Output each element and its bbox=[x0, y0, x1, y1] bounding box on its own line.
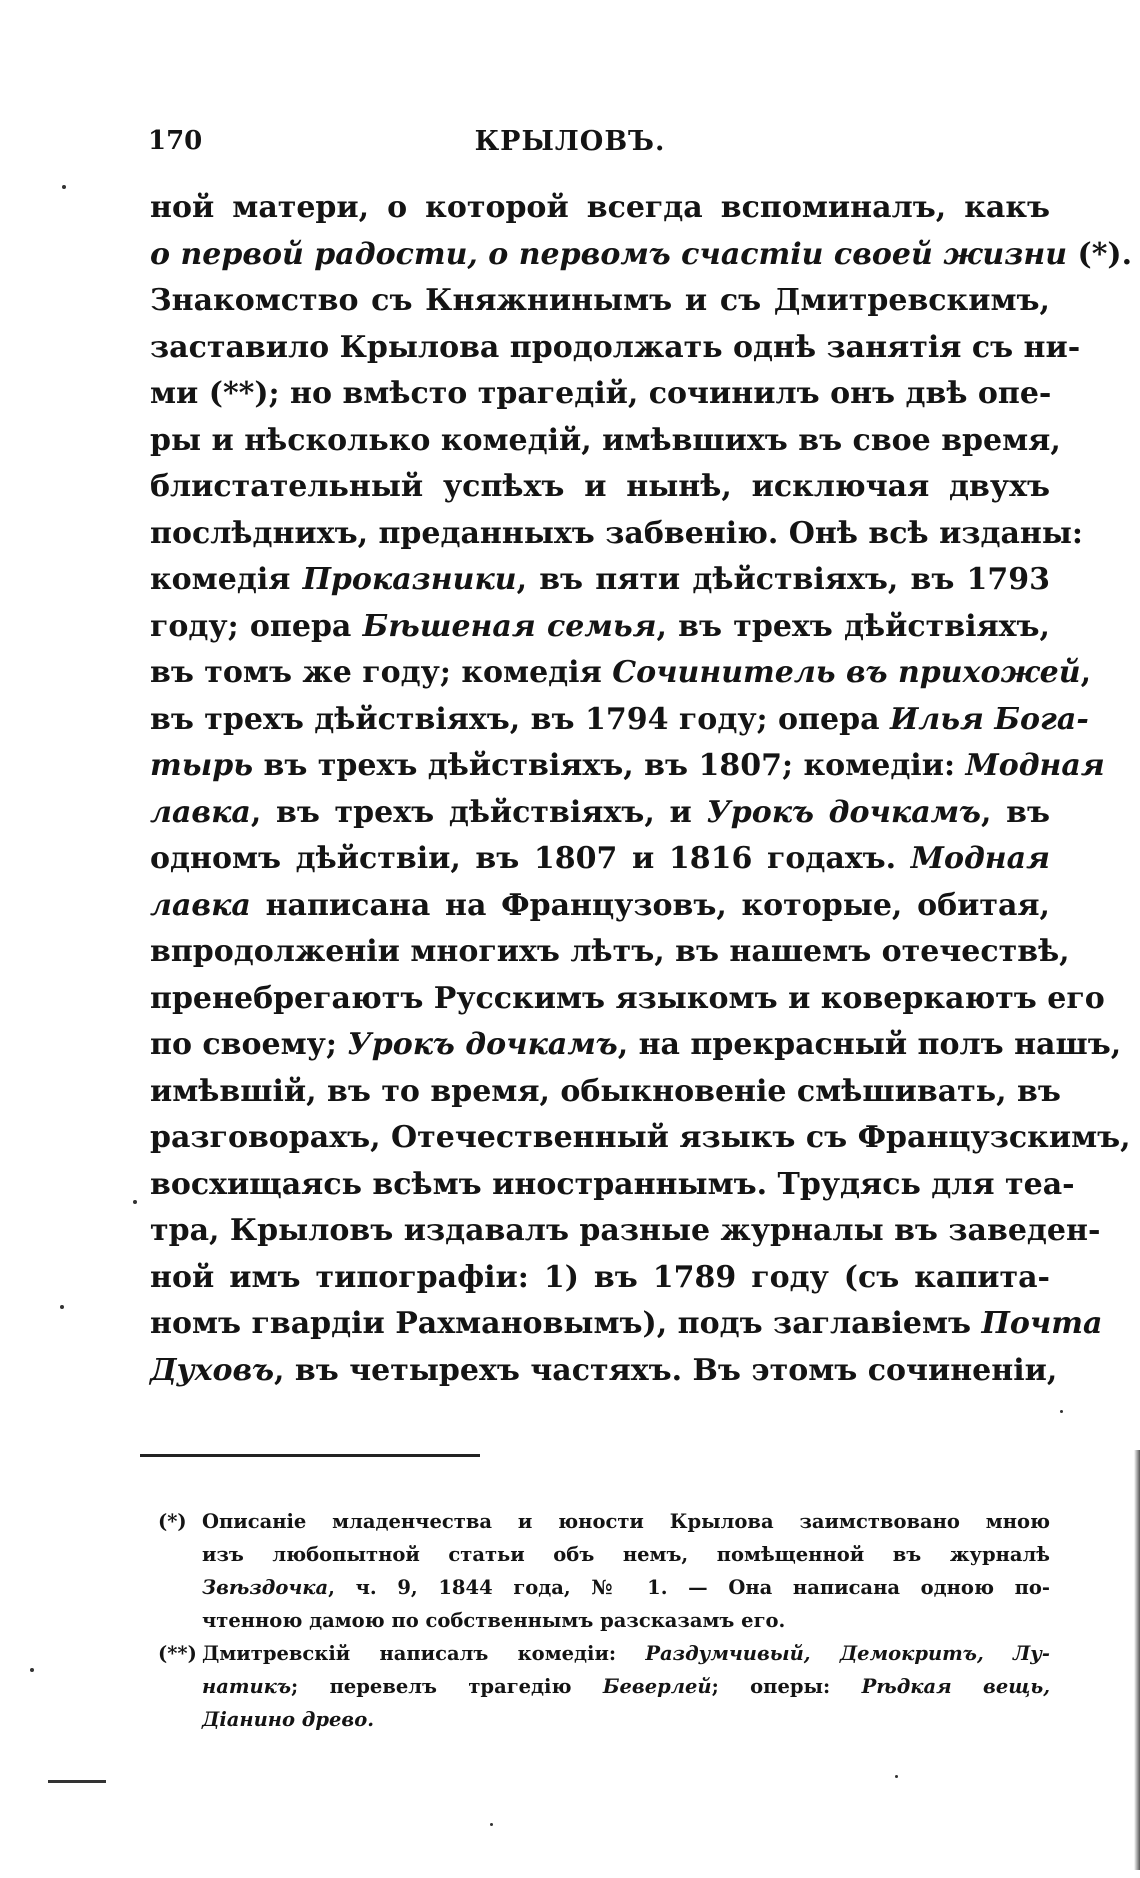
italic-text-run: Бѣшеная семья bbox=[362, 608, 657, 644]
text-run: по своему; bbox=[150, 1027, 348, 1062]
text-line bbox=[150, 697, 1089, 744]
print-speck bbox=[62, 185, 66, 189]
footnote-run: Описаніе младенчества и юности Крылова заимствовано мною bbox=[202, 1510, 1050, 1533]
footnote-line bbox=[158, 1505, 1050, 1538]
text-line bbox=[150, 1348, 1058, 1395]
footnote-line bbox=[158, 1538, 1050, 1571]
text-line bbox=[150, 929, 1070, 976]
text-line bbox=[150, 1301, 1103, 1348]
text-line bbox=[150, 185, 1050, 232]
text-run: пренебрегаютъ Русскимъ языкомъ и коверкаютъ его bbox=[150, 980, 1105, 1016]
text-run: , въ трехъ дѣйствіяхъ, bbox=[656, 608, 1050, 644]
text-line bbox=[150, 464, 1050, 511]
print-speck bbox=[60, 1305, 64, 1309]
text-run: году; опера bbox=[150, 608, 363, 644]
footnote-run: чтенною дамою по собственнымъ разсказамъ его. bbox=[202, 1609, 786, 1632]
footnote-line bbox=[158, 1604, 1050, 1637]
footnote-run: , ч. 9, 1844 года, № 1. — Она написана одною по- bbox=[328, 1576, 1050, 1599]
footnote-run: изъ любопытной статьи объ немъ, помѣщенной въ журналѣ bbox=[202, 1543, 1050, 1566]
text-run: ной имъ типографіи: 1) въ 1789 году (съ капита- bbox=[150, 1259, 1050, 1295]
text-run: Знакомство съ Княжнинымъ и съ Дмитревскимъ, bbox=[150, 283, 1050, 318]
footnote-line bbox=[158, 1670, 1050, 1703]
text-line bbox=[150, 232, 1133, 279]
print-speck bbox=[30, 1668, 34, 1672]
text-run: номъ гвардіи Рахмановымъ), подъ заглавіемъ bbox=[150, 1306, 982, 1341]
print-speck bbox=[490, 1823, 493, 1826]
text-run: блистательный успѣхъ и нынѣ, исключая двухъ bbox=[150, 469, 1050, 504]
footnote-run: ; перевелъ трагедію bbox=[291, 1675, 603, 1698]
text-run: ной матери, о которой всегда вспоминалъ, какъ bbox=[150, 190, 1050, 225]
text-line bbox=[150, 836, 1050, 883]
footnote-line bbox=[158, 1703, 1050, 1736]
text-run: , въ пяти дѣйствіяхъ, въ 1793 bbox=[516, 562, 1051, 597]
text-run: ры и нѣсколько комедій, имѣвшихъ въ свое время, bbox=[150, 422, 1061, 458]
italic-text-run: Почта bbox=[981, 1306, 1103, 1341]
italic-text-run: Духовъ bbox=[150, 1352, 275, 1388]
text-line bbox=[150, 976, 1105, 1023]
text-run: тра, Крыловъ издавалъ разные журналы въ заведен- bbox=[150, 1213, 1101, 1248]
footnote-line bbox=[158, 1571, 1050, 1604]
text-run: комедія bbox=[150, 562, 303, 597]
page-edge-shadow bbox=[1134, 1450, 1140, 1870]
text-line bbox=[150, 604, 1050, 651]
text-line bbox=[150, 371, 1050, 418]
footnotes bbox=[158, 1505, 1050, 1736]
footnote-run: Дмитревскій написалъ комедіи: bbox=[202, 1642, 646, 1665]
italic-text-run: Урокъ дочкамъ bbox=[706, 794, 981, 830]
text-line bbox=[150, 278, 1050, 325]
footnote-italic-run: Рѣдкая вещь, bbox=[861, 1675, 1050, 1698]
text-run: впродолженіи многихъ лѣтъ, въ нашемъ отечествѣ, bbox=[150, 934, 1070, 969]
italic-text-run: лавка bbox=[150, 794, 251, 830]
text-run: въ трехъ дѣйствіяхъ, въ 1807; комедіи: bbox=[253, 748, 966, 783]
running-head: КРЫЛОВЪ. bbox=[474, 126, 666, 157]
footnote-italic-run: Діанино древо. bbox=[202, 1708, 374, 1731]
text-line bbox=[150, 511, 1084, 558]
footnote-run: ; оперы: bbox=[711, 1675, 862, 1698]
footnote-italic-run: Раздумчивый, Демокритъ, Лу- bbox=[645, 1642, 1050, 1665]
text-line bbox=[150, 1069, 1061, 1116]
text-run: въ трехъ дѣйствіяхъ, въ 1794 году; опера bbox=[150, 701, 890, 737]
text-run: ми (**); но вмѣсто трагедій, сочинилъ онъ двѣ опе- bbox=[150, 376, 1052, 411]
text-run: написана на Французовъ, которые, обитая, bbox=[250, 887, 1050, 923]
text-run: (*). bbox=[1067, 236, 1133, 272]
text-run: , въ четырехъ частяхъ. Въ этомъ сочиненіи, bbox=[274, 1352, 1058, 1388]
text-run: послѣднихъ, преданныхъ забвенію. Онѣ всѣ изданы: bbox=[150, 515, 1084, 551]
text-line bbox=[150, 325, 1081, 372]
text-run: , въ трехъ дѣйствіяхъ, и bbox=[250, 794, 707, 830]
text-line bbox=[150, 743, 1105, 790]
italic-text-run: о первой радости, о первомъ счастіи своей жизни bbox=[150, 236, 1068, 272]
text-line bbox=[150, 1115, 1131, 1162]
italic-text-run: Илья Бога- bbox=[889, 701, 1089, 737]
text-line bbox=[150, 1208, 1101, 1255]
text-run: одномъ дѣйствіи, въ 1807 и 1816 годахъ. bbox=[150, 841, 911, 876]
text-line bbox=[150, 883, 1050, 930]
print-speck bbox=[1060, 1410, 1063, 1413]
footnote-italic-run: Беверлей bbox=[602, 1675, 712, 1698]
text-line bbox=[150, 1162, 1075, 1209]
text-line bbox=[150, 1255, 1050, 1302]
page-number: 170 bbox=[148, 126, 203, 156]
text-run: имѣвшій, въ то время, обыкновеніе смѣшивать, въ bbox=[150, 1073, 1061, 1109]
text-run: , на прекрасный полъ нашъ, bbox=[617, 1027, 1122, 1062]
italic-text-run: тырь bbox=[150, 748, 254, 783]
text-run: восхищаясь всѣмъ иностраннымъ. Трудясь для теа- bbox=[150, 1166, 1075, 1202]
text-run: заставило Крылова продолжать однѣ занятія съ ни- bbox=[150, 329, 1081, 365]
text-run: , bbox=[1080, 655, 1092, 690]
margin-mark bbox=[48, 1780, 106, 1783]
text-line bbox=[150, 418, 1061, 465]
italic-text-run: Модная bbox=[910, 841, 1050, 876]
footnote-italic-run: Звѣздочка bbox=[202, 1576, 329, 1599]
footnote-italic-run: натикъ bbox=[202, 1675, 292, 1698]
footnote-rule bbox=[140, 1454, 480, 1457]
text-run: въ томъ же году; комедія bbox=[150, 655, 613, 690]
text-run: , въ bbox=[980, 794, 1050, 830]
footnote-marker: (*) bbox=[158, 1510, 187, 1533]
italic-text-run: Сочинитель въ прихожей bbox=[612, 655, 1081, 690]
text-line bbox=[150, 790, 1050, 837]
text-line bbox=[150, 557, 1050, 604]
text-run: разговорахъ, Отечественный языкъ съ Французскимъ, bbox=[150, 1120, 1131, 1155]
italic-text-run: Проказники bbox=[302, 562, 517, 597]
italic-text-run: Модная bbox=[965, 748, 1105, 783]
text-line bbox=[150, 1022, 1122, 1069]
text-line bbox=[150, 650, 1092, 697]
body-text bbox=[150, 185, 1133, 1394]
italic-text-run: Урокъ дочкамъ bbox=[347, 1027, 618, 1062]
italic-text-run: лавка bbox=[150, 887, 251, 923]
footnote-marker: (**) bbox=[158, 1642, 197, 1665]
print-speck bbox=[895, 1775, 898, 1778]
footnote-line bbox=[158, 1637, 1050, 1670]
print-speck bbox=[133, 1200, 137, 1204]
